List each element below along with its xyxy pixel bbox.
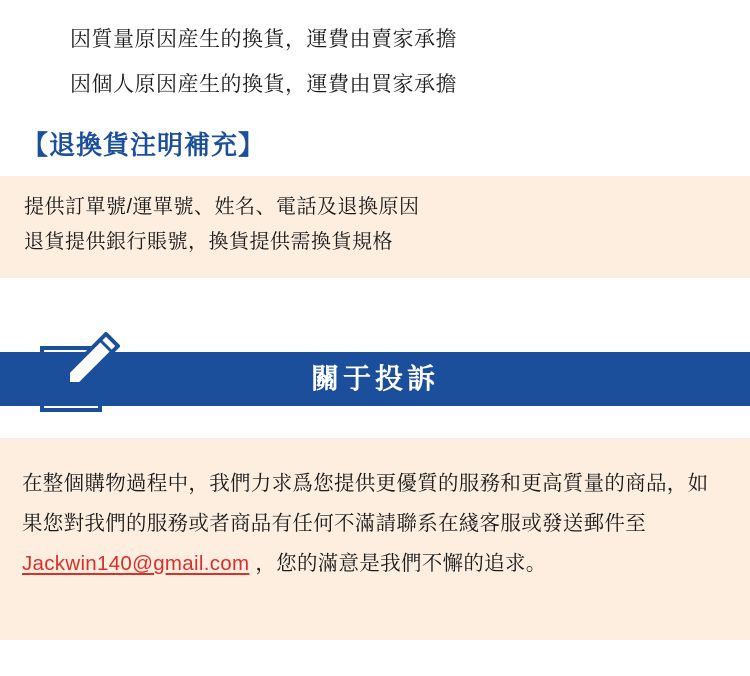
complaint-banner: [0, 324, 750, 420]
pencil-note-icon: [36, 332, 122, 418]
banner-title: 關于投訴: [310, 363, 439, 395]
policy-line: 因質量原因産生的換貨，運費由賣家承擔: [70, 28, 457, 51]
note-section-heading: 【退換貨注明補充】: [22, 130, 266, 161]
return-policy-lines: [0, 0, 750, 107]
note-line: 退貨提供銀行賬號，換貨提供需換貨規格: [24, 231, 393, 254]
complaint-text-before-email: 在整個購物過程中，我們力求爲您提供更優質的服務和更高質量的商品，如果您對我們的服務或者商品有任何不滿請聯系在綫客服或發送郵件至: [22, 472, 709, 536]
note-block: [0, 176, 750, 278]
support-email-link[interactable]: Jackwin140@gmail.com: [22, 552, 250, 576]
note-line: 提供訂單號/運單號、姓名、電話及退換原因: [24, 196, 420, 219]
complaint-text-after-email: ，您的滿意是我們不懈的追求。: [249, 552, 547, 576]
policy-line: 因個人原因産生的換貨，運費由買家承擔: [70, 72, 457, 96]
complaint-paragraph: [22, 464, 728, 584]
complaint-text-block: [0, 438, 750, 640]
